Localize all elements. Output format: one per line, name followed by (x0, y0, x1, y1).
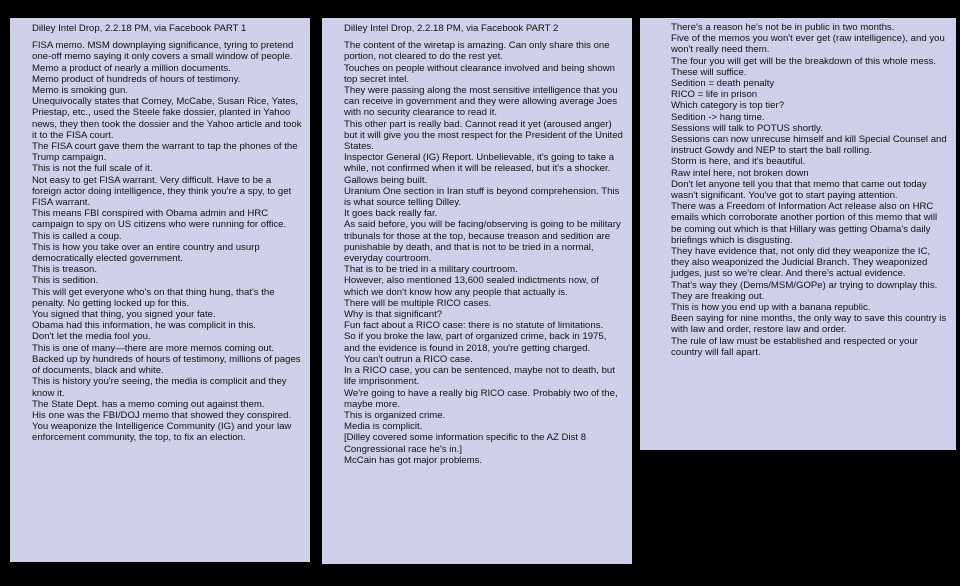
note-panel-part-2 (322, 18, 632, 564)
text-line: This is treason. (32, 264, 98, 276)
text-line: Storm is here, and it's beautiful. (671, 156, 806, 168)
text-line: This is sedition. (32, 275, 99, 287)
text-line: You weaponize the Intelligence Community (IG) and your law enforcement community, the top, to fix an election. (32, 421, 292, 444)
text-line: You can't outrun a RICO case. (344, 353, 473, 365)
text-line: There was a Freedom of Information Act release also on HRC emails which corroborate another portion of this memo that will be coming out which is that Hillary was getting Obama's daily briefings which is disgusting. (671, 201, 938, 246)
text-line: This other part is really bad. Cannot read it yet (aroused anger) but it will give you the most respect for the President of the United States. (344, 118, 623, 153)
text-line: Touches on people without clearance involved and being shown top secret intel. (344, 62, 615, 85)
panel-header: Dilley Intel Drop, 2.2.18 PM, via Facebook PART 2 (344, 23, 559, 34)
text-line: This is how you end up with a banana republic. (671, 302, 871, 314)
text-line: Memo is smoking gun. (32, 85, 128, 97)
text-line: This is organized crime. (344, 409, 446, 421)
text-line: As said before, you will be facing/observing is going to be military tribunals for those at the top, because treason and sedition are punishable by death, and that is not to be tried in a normal, everyday courtroom. (344, 219, 621, 265)
text-line: Sessions will talk to POTUS shortly. (671, 122, 823, 134)
text-line: Been saying for nine months, the only way to save this country is with law and order, restore law and order. (671, 313, 947, 336)
text-line: Sessions can now unrecuse himself and kill Special Counsel and instruct Gowdy and NEP to start the ball rolling. (671, 134, 947, 157)
text-line: Media is complicit. (344, 421, 423, 433)
panel-body (32, 40, 302, 443)
text-line: This is history you're seeing, the media is complicit and they know it. (32, 376, 287, 399)
text-line: [Dilley covered some information specific to the AZ Dist 8 Congressional race he's in.] (344, 432, 587, 455)
text-line: This will get everyone who's on that thing hung, that's the penalty. No getting locked up for this. (32, 286, 275, 309)
text-line: However, also mentioned 13,600 sealed indictments now, of which we don't know how any people that actually is. (344, 275, 599, 298)
text-line: They have evidence that, not only did they weaponize the IC, they also weaponized the Judicial Branch. They weaponized judges, just so we're clear. And there's actual evidence. (671, 246, 931, 280)
text-line: This is one of many—there are more memos coming out. (32, 342, 275, 354)
text-line: This means FBI conspired with Obama admin and HRC campaign to spy on US citizens who were running for office. (32, 208, 287, 231)
note-panel-part-3 (640, 18, 956, 450)
text-line: Memo product of hundreds of hours of testimony. (32, 73, 241, 85)
panel-header: Dilley Intel Drop, 2.2.18 PM, via Facebook PART 1 (32, 23, 247, 34)
text-line: Fun fact about a RICO case: there is no statute of limitations. (344, 320, 604, 332)
text-line: This is called a coup. (32, 230, 122, 242)
text-line: Sedition -> hang time. (671, 111, 765, 123)
text-line: Uranium One section in Iran stuff is beyond comprehension. This is what source telling Dilley. (344, 185, 620, 209)
panel-body (344, 40, 624, 466)
text-line: Why is that significant? (344, 309, 443, 321)
text-line: They were passing along the most sensitive intelligence that you can receive in government and they were allowing average Joes with no security clearance to read it. (344, 85, 618, 119)
text-line: Sedition = death penalty (671, 78, 775, 90)
text-line: Five of the memos you won't ever get (raw intelligence), and you won't really need them. (671, 33, 945, 56)
text-line: We're going to have a really big RICO case. Probably two of the, maybe more. (344, 387, 618, 410)
text-line: The FISA court gave them the warrant to tap the phones of the Trump campaign. (32, 141, 298, 164)
text-line: It goes back really far. (344, 208, 438, 220)
text-line: The rule of law must be established and respected or your country will fall apart. (671, 335, 918, 358)
text-line: That's way they (Dems/MSM/GOPe) ar trying to downplay this. They are freaking out. (671, 279, 938, 302)
text-line: RICO = life in prison (671, 89, 758, 101)
text-line: McCain has got major problems. (344, 454, 483, 466)
text-line: That is to be tried in a military courtroom. (344, 264, 518, 276)
text-line: There's a reason he's not be in public in two months. (671, 22, 895, 33)
text-line: This is not the full scale of it. (32, 163, 153, 175)
text-line: There will be multiple RICO cases. (344, 297, 492, 309)
text-line: His one was the FBI/DOJ memo that showed they conspired. (32, 409, 292, 421)
text-line: The State Dept. has a memo coming out against them. (32, 398, 265, 410)
text-line: In a RICO case, you can be sentenced, maybe not to death, but life imprisonment. (344, 365, 615, 388)
text-line: Inspector General (IG) Report. Unbelievable, it's going to take a while, not confirmed when it will be released, but it's a shocker. Gallows being built. (344, 152, 615, 186)
text-line: Raw intel here, not broken down (671, 167, 809, 179)
panel-body (671, 22, 950, 358)
text-line: Don't let anyone tell you that that memo that came out today wasn't significant. You've got to start paying attention. (671, 178, 927, 202)
text-line: You signed that thing, you signed your fate. (32, 309, 216, 321)
text-line: FISA memo. MSM downplaying significance, tyring to pretend one-off memo saying it only covers a small window of people. (32, 40, 294, 63)
text-line: Unequivocally states that Comey, McCabe, Susan Rice, Yates, Priestap, etc., used the Steele fake dossier, planted in Yahoo news, they then took the dossier and the Yahoo article and took it to the FISA court. (32, 96, 302, 141)
text-line: Obama had this information, he was complicit in this. (32, 320, 256, 332)
text-line: The content of the wiretap is amazing. Can only share this one portion, not cleared to do the rest yet. (344, 40, 610, 63)
text-line: This is how you take over an entire country and usurp democratically elected government. (32, 241, 260, 265)
text-line: So if you broke the law, part of organized crime, back in 1975, and the evidence is found in 2018, you're getting charged. (344, 331, 607, 354)
note-panel-part-1 (10, 18, 310, 562)
text-line: Don't let the media fool you. (32, 331, 151, 343)
text-line: Memo a product of nearly a million documents. (32, 62, 231, 74)
text-line: The four you will get will be the breakdown of this whole mess. These will suffice. (671, 55, 937, 78)
text-line: Not easy to get FISA warrant. Very difficult. Have to be a foreign actor doing intelligence, they think you're a spy, to get FISA warrant. (32, 174, 292, 209)
text-line: Backed up by hundreds of hours of testimony, millions of pages of documents, black and white. (32, 353, 301, 377)
redaction-box (638, 452, 960, 528)
text-line: Which category is top tier? (671, 100, 785, 112)
